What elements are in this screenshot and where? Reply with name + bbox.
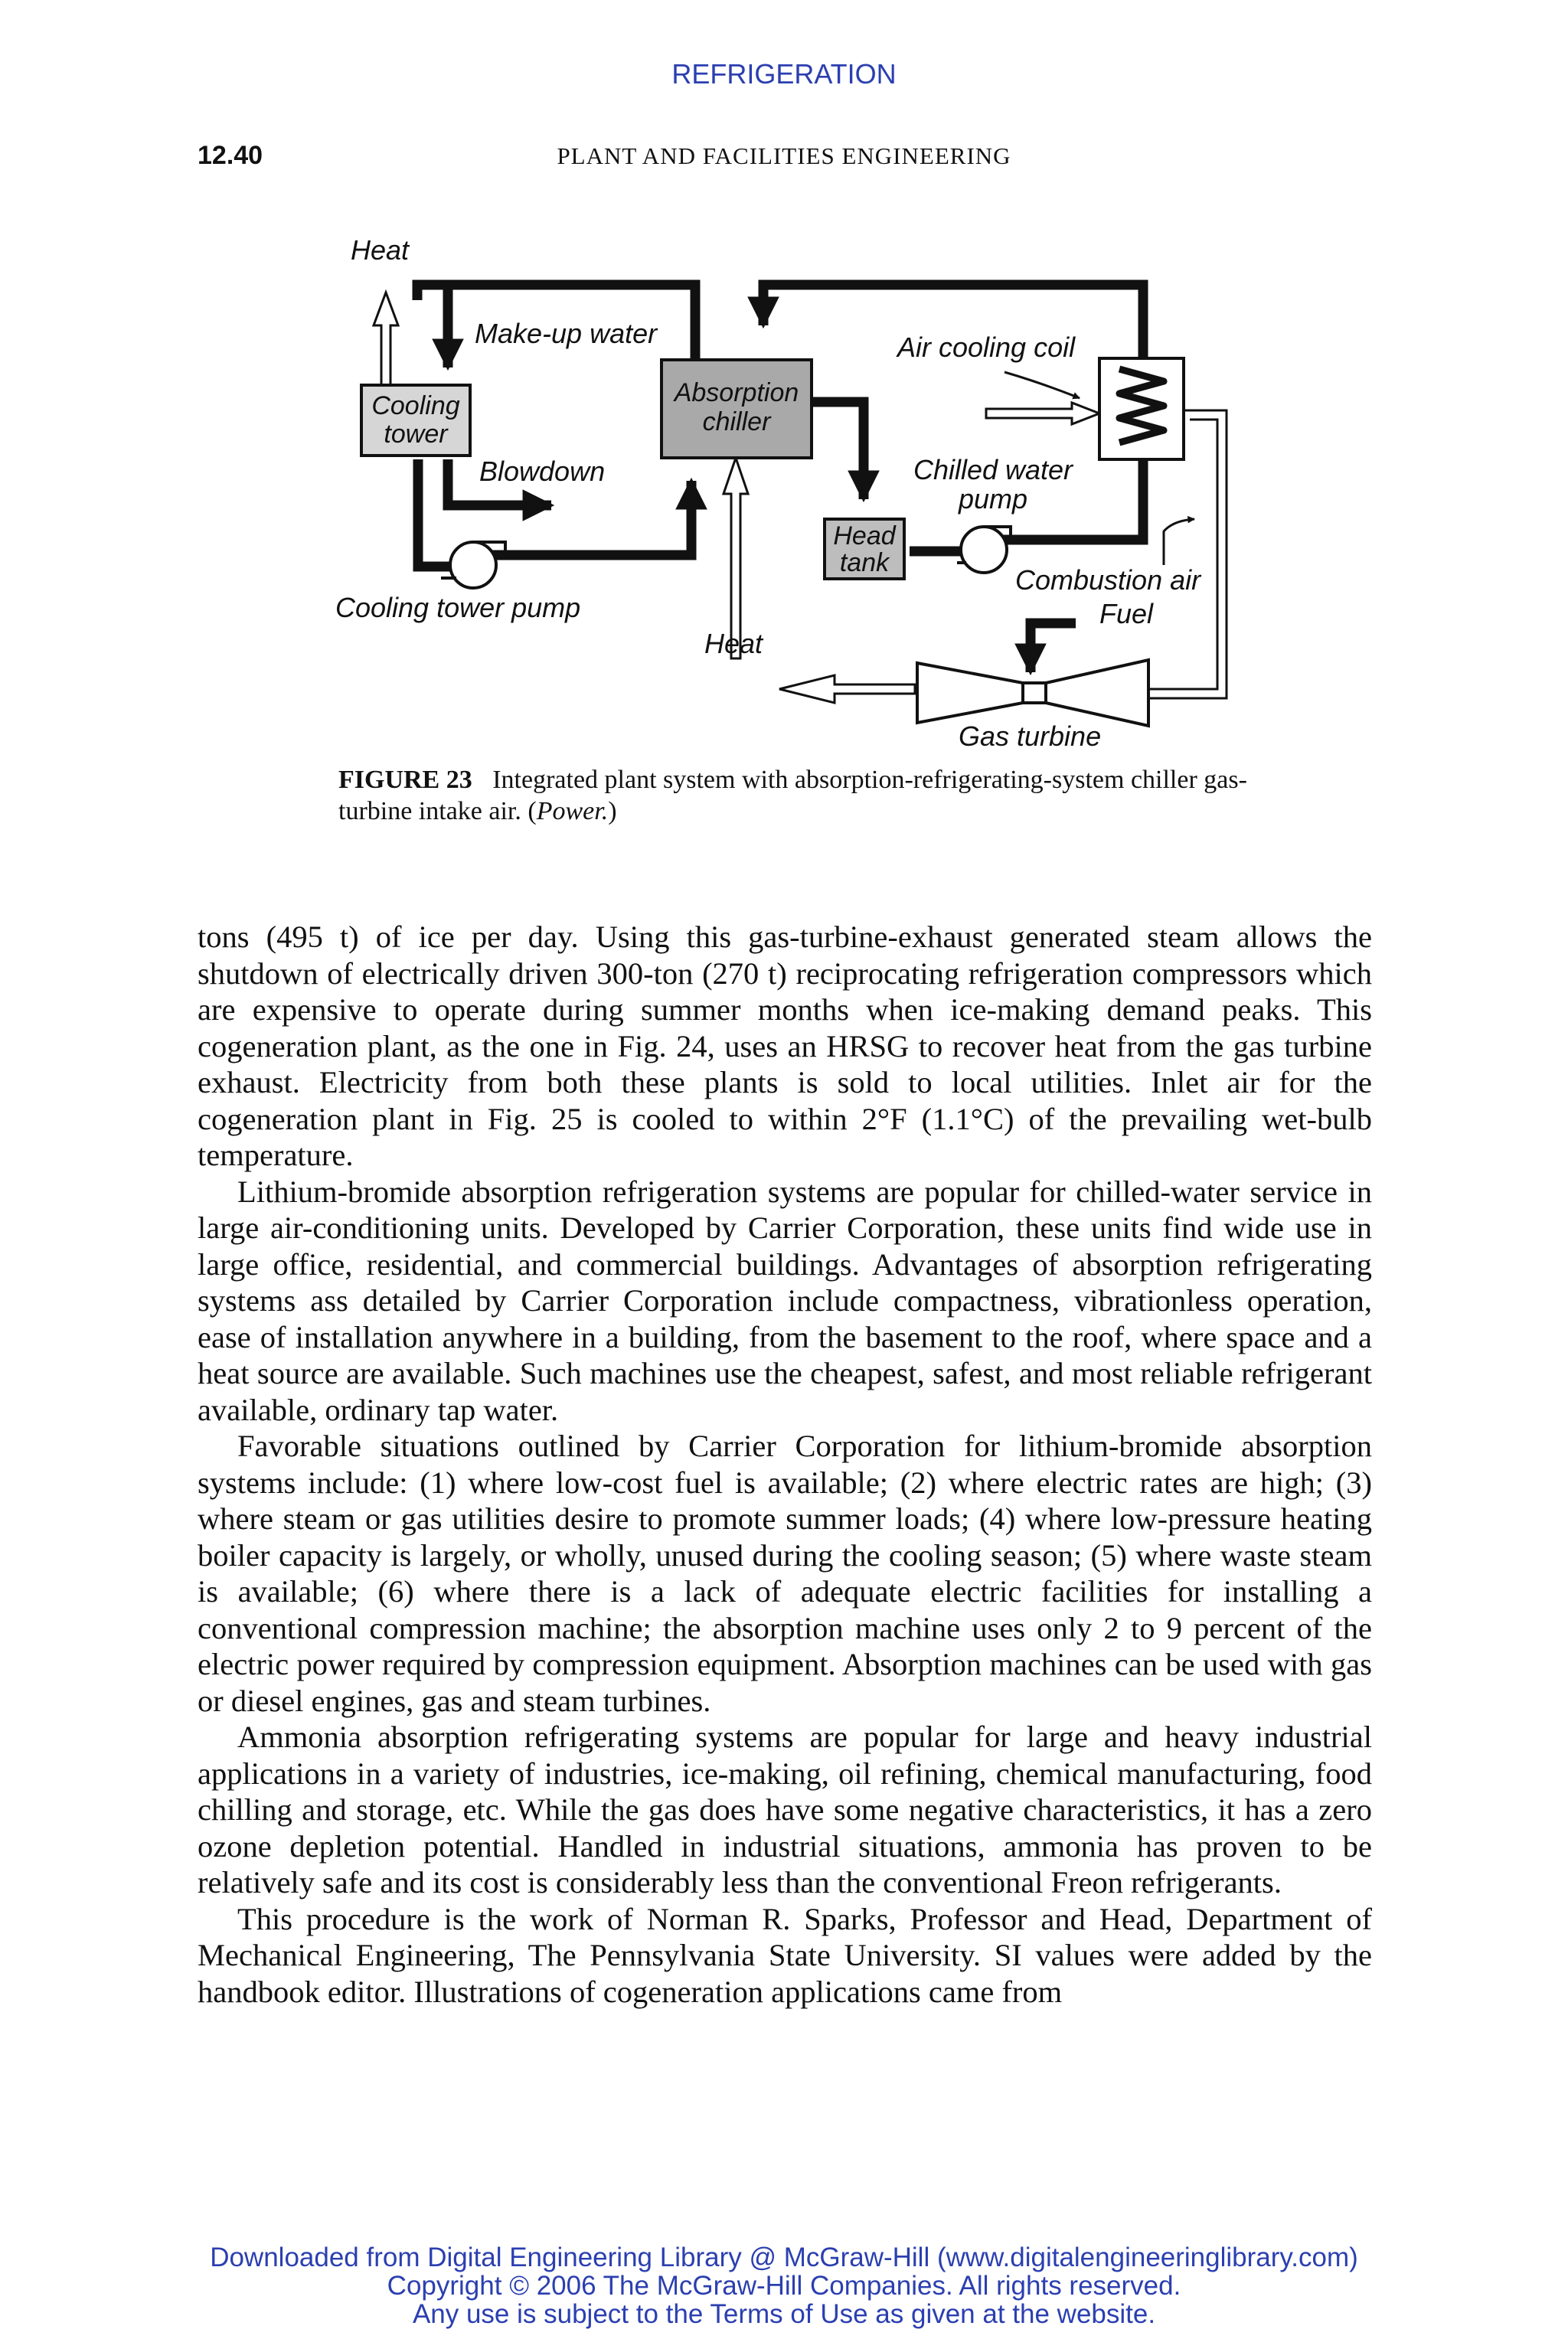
absorption-chiller-label-1: Absorption (674, 378, 799, 407)
chilled-water-pump (957, 527, 1011, 573)
label-cooling-tower-pump: Cooling tower pump (335, 592, 581, 623)
label-chilled-water-pump-2: pump (958, 483, 1028, 514)
figure-23-diagram (0, 0, 1568, 842)
body-text (198, 919, 1372, 2010)
paragraph: This procedure is the work of Norman R. Sparks, Professor and Head, Department of Mechanical Engineering, The Pennsylvania State University. SI values were added by the handbook editor. Illustrations of cogeneration applications came from (198, 1901, 1372, 2009)
label-fuel: Fuel (1099, 598, 1154, 629)
head-tank-label-1: Head (833, 521, 896, 550)
footer (0, 2243, 1568, 2328)
cooling-tower-pump (441, 542, 505, 588)
label-combustion-air: Combustion air (1015, 564, 1201, 596)
footer-download-link[interactable]: Downloaded from Digital Engineering Library @ McGraw-Hill (www.digitalengineeringlibrary.com) (210, 2243, 1358, 2272)
section-header: REFRIGERATION (671, 58, 897, 90)
paragraph: Lithium-bromide absorption refrigeration systems are popular for chilled-water service in large air-conditioning units. Developed by Carrier Corporation, these units find wide use in large office, residential, and commercial buildings. Advantages of absorption refrigerating systems ass detailed by Carrier Corporation include compactness, vibrationless operation, ease of installation anywhere in a building, from the basement to the roof, where space and a heat source are available. Such machines use the cheapest, safest, and most reliable refrigerant available, ordinary tap water. (198, 1174, 1372, 1427)
chiller-to-headtank-pipe (813, 402, 864, 499)
caption-paren-open: ( (528, 797, 537, 825)
footer-copyright: Copyright © 2006 The McGraw-Hill Companies. All rights reserved. (387, 2271, 1181, 2301)
figure-number: FIGURE 23 (338, 766, 472, 794)
cooling-tower-label-2: tower (384, 420, 448, 449)
running-head: PLANT AND FACILITIES ENGINEERING (557, 142, 1011, 169)
heat-up-arrow (374, 292, 398, 394)
label-air-cooling-coil: Air cooling coil (897, 332, 1076, 363)
fuel-pipe (1031, 623, 1076, 672)
label-makeup-water: Make-up water (475, 318, 658, 349)
page-number: 12.40 (198, 141, 263, 170)
tower-supply-pipe (418, 459, 459, 567)
figure-caption-text: Integrated plant system with absorption-refrigerating-system chiller gas-turbine intake air. (338, 766, 1247, 825)
absorption-chiller-label-2: chiller (702, 407, 771, 436)
label-heat-top: Heat (351, 234, 410, 266)
figure-caption (338, 764, 1257, 827)
caption-paren-close: ) (608, 797, 617, 825)
label-gas-turbine: Gas turbine (959, 720, 1102, 752)
exhaust-arrow (779, 675, 915, 703)
cooling-tower-label-1: Cooling (371, 391, 460, 420)
paragraph: tons (495 t) of ice per day. Using this gas-turbine-exhaust generated steam allows the shutdown of electrically driven 300-ton (270 t) reciprocating refrigeration compressors which are expensive to operate during summer months when ice-making demand peaks. This cogeneration plant, as the one in Fig. 24, uses an HRSG to recover heat from the gas turbine exhaust. Electricity from both these plants is sold to local utilities. Inlet air for the cogeneration plant in Fig. 25 is cooled to within 2°F (1.1°C) of the prevailing wet-bulb temperature. (198, 920, 1372, 1172)
pump-to-chiller-pipe (490, 481, 691, 555)
figure-source: Power. (536, 797, 609, 825)
label-blowdown: Blowdown (479, 456, 606, 487)
air-into-coil-arrow (986, 403, 1099, 424)
footer-terms: Any use is subject to the Terms of Use as given at the website. (412, 2299, 1156, 2329)
air-cooling-coil (1099, 358, 1184, 459)
paragraph: Ammonia absorption refrigerating systems are popular for large and heavy industrial applications in a variety of industries, ice-making, oil refining, chemical manufacturing, food chilling and storage, etc. While the gas does have some negative characteristics, it has a zero ozone depletion potential. Handled in industrial situations, ammonia has proven to be relatively safe and its cost is considerably less than the conventional Freon refrigerants. (198, 1720, 1372, 1900)
head-tank-label-2: tank (839, 548, 890, 577)
label-chilled-water-pump-1: Chilled water (913, 454, 1073, 485)
label-heat-bottom: Heat (704, 628, 763, 659)
paragraph: Favorable situations outlined by Carrier Corporation for lithium-bromide absorption systems include: (1) where low-cost fuel is available; (2) where electric rates are high; (3) where steam or gas utilities desire to promote summer loads; (4) where low-pressure heating boiler capacity is largely, or wholly, unused during the cooling season; (5) where waste steam is available; (6) where there is a lack of adequate electric facilities for installing a conventional compression machine; the absorption machine uses only 2 to 9 percent of the electric power required by compression equipment. Absorption machines can be used with gas or diesel engines, gas and steam turbines. (198, 1429, 1372, 1718)
